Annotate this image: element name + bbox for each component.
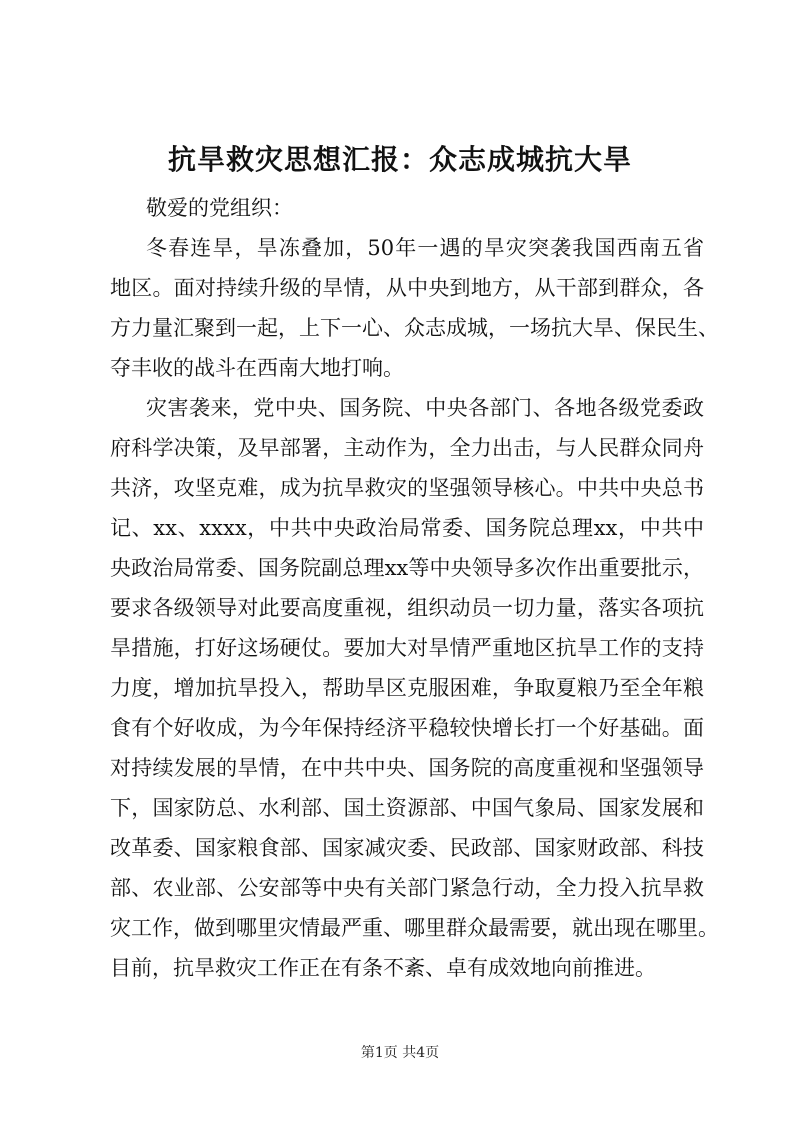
salutation: 敬爱的党组织： bbox=[146, 196, 293, 220]
paragraph-line: 旱措施，打好这场硬仗。要加大对旱情严重地区抗旱工作的支持 bbox=[110, 636, 704, 660]
paragraph-line: 改革委、国家粮食部、国家减灾委、民政部、国家财政部、科技 bbox=[110, 836, 704, 860]
paragraph-line: 央政治局常委、国务院副总理xx等中央领导多次作出重要批示， bbox=[110, 556, 704, 580]
paragraph-line: 灾工作，做到哪里灾情最严重、哪里群众最需要，就出现在哪里。 bbox=[110, 916, 719, 940]
paragraph-line: 下，国家防总、水利部、国土资源部、中国气象局、国家发展和 bbox=[110, 796, 704, 820]
document-body bbox=[110, 188, 719, 988]
paragraph-line: 目前，抗旱救灾工作正在有条不紊、卓有成效地向前推进。 bbox=[110, 956, 656, 980]
paragraph-line: 力度，增加抗旱投入，帮助旱区克服困难，争取夏粮乃至全年粮 bbox=[110, 676, 704, 700]
document-title: 抗旱救灾思想汇报：众志成城抗大旱 bbox=[167, 143, 632, 176]
paragraph-line: 灾害袭来，党中央、国务院、中央各部门、各地各级党委政 bbox=[146, 396, 704, 420]
paragraph-line: 对持续发展的旱情，在中共中央、国务院的高度重视和坚强领导 bbox=[110, 756, 704, 780]
paragraph-line: 冬春连旱，旱冻叠加，50年一遇的旱灾突袭我国西南五省 bbox=[146, 236, 704, 260]
paragraph-line: 部、农业部、公安部等中央有关部门紧急行动，全力投入抗旱救 bbox=[110, 876, 704, 900]
paragraph-line: 夺丰收的战斗在西南大地打响。 bbox=[110, 356, 404, 380]
paragraph-line: 地区。面对持续升级的旱情，从中央到地方，从干部到群众，各 bbox=[110, 276, 704, 300]
paragraph-line: 记、xx、xxxx，中共中央政治局常委、国务院总理xx，中共中 bbox=[110, 516, 704, 540]
page-footer: 第1页 共4页 bbox=[360, 1045, 440, 1061]
paragraph-line: 方力量汇聚到一起，上下一心、众志成城，一场抗大旱、保民生、 bbox=[110, 316, 719, 340]
paragraph-line: 要求各级领导对此要高度重视，组织动员一切力量，落实各项抗 bbox=[110, 596, 704, 620]
paragraph-line: 共济，攻坚克难，成为抗旱救灾的坚强领导核心。中共中央总书 bbox=[110, 476, 704, 500]
paragraph-line: 食有个好收成，为今年保持经济平稳较快增长打一个好基础。面 bbox=[110, 716, 704, 740]
paragraph-line: 府科学决策，及早部署，主动作为，全力出击，与人民群众同舟 bbox=[110, 436, 704, 460]
